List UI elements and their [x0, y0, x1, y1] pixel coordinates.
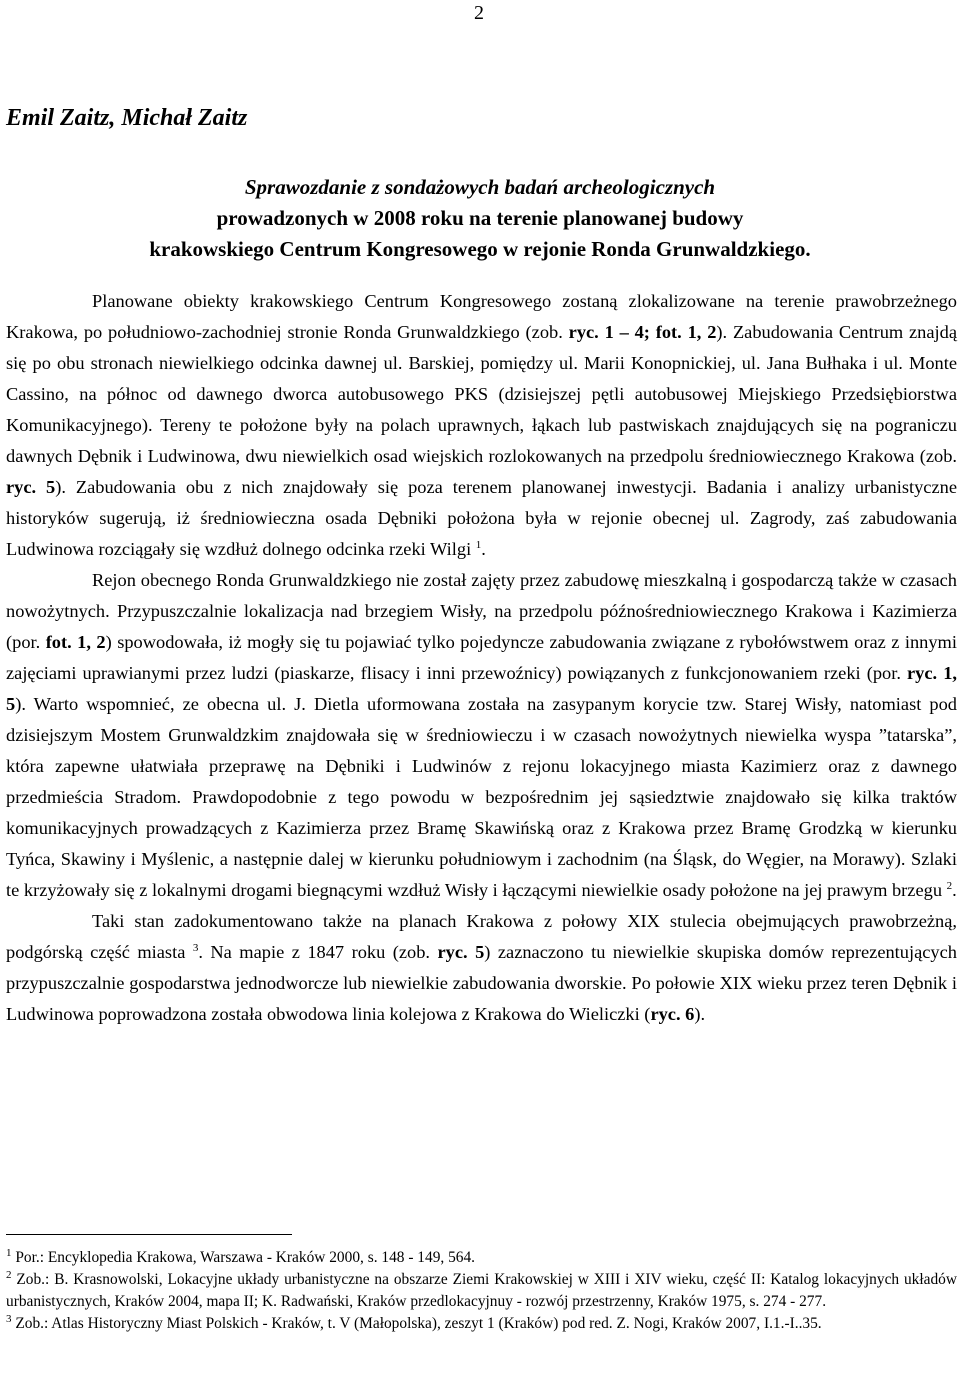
footnote-number: 3: [6, 1312, 12, 1325]
text-span: ).: [694, 1004, 706, 1024]
figure-ref: ryc. 1 – 4; fot. 1, 2: [568, 322, 717, 342]
footnote-number: 1: [6, 1246, 12, 1259]
text-span: .: [952, 880, 957, 900]
title-line-3: krakowskiego Centrum Kongresowego w rejonie Ronda Grunwaldzkiego.: [149, 237, 811, 261]
text-span: ). Zabudowania Centrum znajdą się po obu stronach niewielkiego odcinka dawnej ul. Barskiej, pomiędzy ul. Marii Konopnickiej, ul. Jana Bułhaka i ul. Monte Cassino, na północ od dawnego dworca autobusowego PKS (dzisiejszej pętli autobusowej Miejskiego Przedsiębiorstwa Komunikacyjnego). Tereny te położone były na polach uprawnych, łąkach lub pastwiskach znajdujących się na pograniczu dawnych Dębnik i Ludwinowa, dwu niewielkich osad wiejskich rozlokowanych na przedpolu średniowiecznego Krakowa (zob.: [6, 322, 958, 466]
footnote-3: [6, 1313, 957, 1335]
footnote-ref[interactable]: 2: [946, 879, 953, 892]
text-span: . Na mapie z 1847 roku (zob.: [198, 942, 431, 962]
text-span: ) zaznaczono tu niewielkie skupiska domów reprezentujących przypuszczalnie gospodarstwa jednodworcze lub niewielkie zabudowania dworskie. Po połowie XIX wieku przez teren Dębnik i Ludwinowa poprowadzona została obwodowa linia kolejowa z Krakowa do Wieliczki (: [6, 942, 957, 1024]
title-line-1: Sprawozdanie z sondażowych badań archeologicznych: [244, 175, 716, 199]
figure-ref: ryc. 6: [650, 1004, 695, 1024]
text-span: Planowane obiekty krakowskiego Centrum Kongresowego zostaną zlokalizowane na terenie prawobrzeżnego Krakowa, po południowo-zachodniej stronie Ronda Grunwaldzkiego (zob.: [6, 291, 957, 342]
report-title: [40, 172, 920, 265]
title-line-2: prowadzonych w 2008 roku na terenie planowanej budowy: [216, 206, 744, 230]
text-span: Taki stan zadokumentowano także na planach Krakowa z połowy XIX stulecia obejmujących prawobrzeżną, podgórską część miasta: [6, 911, 957, 962]
figure-ref: fot. 1, 2: [45, 632, 106, 652]
text-span: ). Zabudowania obu z nich znajdowały się poza terenem planowanej inwestycji. Badania i analizy urbanistyczne historyków sugerują, iż średniowieczna osada Dębniki położona była w rejonie obecnej ul. Zagrody, zaś zabudowania Ludwinowa rozciągały się wzdłuż dolnego odcinka rzeki Wilgi: [6, 477, 957, 559]
paragraph-2: [6, 565, 957, 906]
text-span: ). Warto wspomnieć, ze obecna ul. J. Dietla uformowana została na zasypanym korycie tzw. Starej Wisły, natomiast pod dzisiejszym Mostem Grunwaldzkim znajdowała się w średniowieczu i w czasach nowożytnych niewielka wyspa ”tatarska”, która zapewne ułatwiała przeprawę na Dębniki i Ludwinów z rejonu lokacyjnego miasta Kazimierz oraz z dawnego przedmieścia Stradom. Prawdopodobnie z tego powodu w bezpośrednim jej sąsiedztwie znajdowało się kilka traktów komunikacyjnych prowadzących z Kazimierza przez Bramę Skawińską oraz z Krakowa przez Bramę Grodzką w kierunku Tyńca, Skawiny i Myślenic, a następnie dalej w kierunku południowym i zachodnim (na Śląsk, do Węgier, na Morawy). Szlaki te krzyżowały się z lokalnymi drogami biegnącymi wzdłuż Wisły i łączącymi niewielkie osady położone na jej prawym brzegu: [6, 694, 957, 900]
footnote-number: 2: [6, 1268, 12, 1281]
footnote-text: Por.: Encyklopedia Krakowa, Warszawa - Kraków 2000, s. 148 - 149, 564.: [11, 1249, 476, 1266]
footnote-ref[interactable]: 1: [475, 538, 482, 551]
figure-ref: ryc. 5: [437, 942, 485, 962]
text-span: ) spowodowała, iż mogły się tu pojawiać tylko pojedyncze zabudowania związane z rybołówstwem oraz z innymi zajęciami uprawianymi przez ludzi (piaskarze, flisacy i inni przewoźnicy) powiązanych z funkcjonowaniem rzeki (por.: [6, 632, 957, 683]
figure-ref: ryc. 5: [6, 477, 56, 497]
body-text: [6, 286, 957, 1030]
footnote-text: Zob.: B. Krasnowolski, Lokacyjne układy urbanistyczne na obszarze Ziemi Krakowskiej w XIII i XIV wieku, część II: Katalog lokacyjnych układów urbanistycznych, Kraków 2004, mapa II; K. Radwański, Kraków przedlokacyjnuy - rozwój przestrzenny, Kraków 1975, s. 274 - 277.: [6, 1271, 957, 1310]
paragraph-1: [6, 286, 957, 565]
footnote-text: Zob.: Atlas Historyczny Miast Polskich - Kraków, t. V (Małopolska), zeszyt 1 (Kraków) pod red. Z. Nogi, Kraków 2007, I.1.-I..35.: [11, 1315, 822, 1332]
footnote-1: [6, 1247, 957, 1269]
footnote-divider: [6, 1234, 292, 1235]
figure-ref: ryc. 1, 5: [6, 663, 957, 714]
paragraph-3: [6, 906, 957, 1030]
footnote-2: [6, 1269, 957, 1313]
footnotes: [6, 1247, 957, 1335]
text-span: Rejon obecnego Ronda Grunwaldzkiego nie został zajęty przez zabudowę mieszkalną i gospodarczą także w czasach nowożytnych. Przypuszczalnie lokalizacja nad brzegiem Wisły, na przedpolu późnośredniowiecznego Krakowa i Kazimierza (por.: [6, 570, 957, 652]
authors: Emil Zaitz, Michał Zaitz: [6, 105, 248, 131]
text-span: .: [481, 539, 486, 559]
footnote-ref[interactable]: 3: [192, 941, 199, 954]
page-number: 2: [474, 2, 484, 24]
